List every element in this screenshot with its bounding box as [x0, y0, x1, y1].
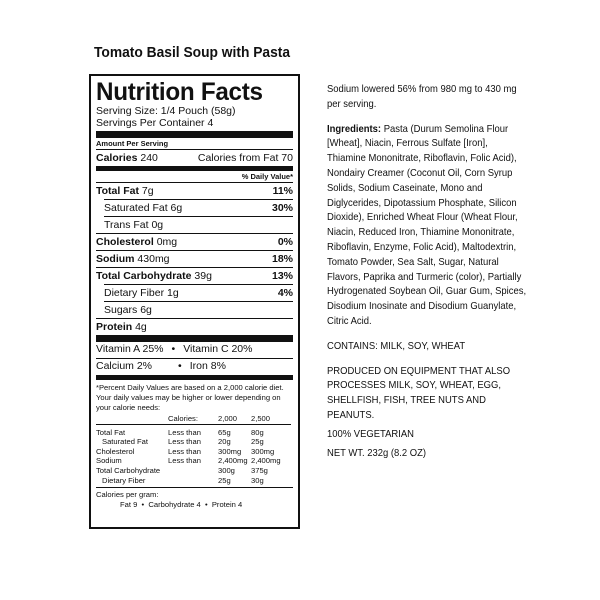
separator-dot: • — [178, 360, 182, 372]
ingredients — [327, 122, 527, 329]
nutrient-amount: 1g — [167, 287, 179, 299]
nutrient-row-cholesterol — [96, 233, 293, 250]
ingredients-text: Pasta (Durum Semolina Flour [Wheat], Niacin, Ferrous Sulfate [Iron], Thiamine Mononitrate, Riboflavin, Folic Acid), Nondairy Creamer (Coconut Oil, Corn Syrup Solids, Sodium Caseinate, Mono and Diglycerides, Dipotassium Phosphate, Silicon Dioxide), Enriched Wheat Flour (Wheat Flour, Niacin, Reduced Iron, Thiamine Mononitrate, Riboflavin, Enzyme, Folic Acid), Maltodextrin, Tomato Powder, Sea Salt, Sugar, Natural Flavors, Paprika and Turmeric (color), Partially Hydrogenated Soybean Oil, Guar Gum, Spices, Disodium Inosinate and Disodium Guanylate, Citric Acid. — [327, 122, 527, 327]
nutrient-row-sugars — [104, 301, 293, 318]
amount-per-serving: Amount Per Serving — [96, 139, 169, 148]
table-row — [96, 456, 291, 466]
allergen-equipment: PRODUCED ON EQUIPMENT THAT ALSO PROCESSES MILK, SOY, WHEAT, EGG, SHELLFISH, FISH, TREE NUTS AND PEANUTS. — [327, 364, 511, 421]
table-cell: 300g — [218, 465, 235, 475]
separator-dot: • — [171, 343, 176, 355]
calories-label: Calories — [96, 152, 138, 164]
net-weight: NET WT. 232g (8.2 OZ) — [327, 446, 427, 459]
nutrient-label: Total Carbohydrate — [96, 270, 192, 282]
nutrition-facts-label — [89, 74, 300, 529]
calories-value: 240 — [140, 152, 158, 164]
nutrient-label: Cholesterol — [96, 236, 154, 248]
table-cell: 25g — [218, 475, 231, 485]
nutrient-amount: 0mg — [156, 236, 178, 248]
table-row — [96, 424, 291, 437]
table-cell — [96, 414, 168, 424]
table-cell: Cholesterol — [96, 446, 135, 456]
nutrient-label: Dietary Fiber — [104, 287, 165, 299]
table-cell: 65g — [218, 427, 231, 437]
vitamin-a: Vitamin A 25% — [96, 343, 164, 355]
table-cell: 2,500 — [251, 414, 271, 423]
nutrient-dv: 11% — [272, 185, 293, 197]
table-cell: 375g — [251, 465, 268, 475]
nutrient-label: Sodium — [96, 253, 135, 265]
table-cell: Saturated Fat — [102, 437, 149, 447]
nutrient-dv: 18% — [271, 253, 293, 265]
nutrient-dv: 0% — [277, 236, 293, 248]
table-cell: Calories: — [168, 414, 198, 423]
calcium: Calcium 2% — [96, 360, 153, 372]
nutrient-amount: 0g — [151, 219, 164, 231]
nutrient-dv: 13% — [271, 270, 293, 282]
table-cell: Total Fat — [96, 427, 126, 437]
nutrient-row-total-carbohydrate — [96, 267, 293, 284]
table-cell: 20g — [218, 437, 231, 447]
product-info — [327, 82, 527, 470]
vegetarian-note: 100% VEGETARIAN — [327, 427, 415, 440]
nutrient-row-sodium — [96, 250, 293, 267]
nutrient-amount: 430mg — [137, 253, 170, 265]
nutrition-facts-heading: Nutrition Facts — [96, 78, 263, 106]
divider-thick — [96, 335, 293, 342]
nutrient-dv: 4% — [277, 287, 293, 299]
calories-per-gram-label: Calories per gram: — [96, 490, 159, 500]
nutrient-row-saturated-fat — [104, 199, 293, 216]
table-cell: Sodium — [96, 456, 122, 466]
divider-thick — [96, 131, 293, 138]
nutrient-label: Total Fat — [96, 185, 139, 197]
nutrient-amount: 7g — [141, 185, 154, 197]
table-cell: Less than — [168, 456, 201, 466]
nutrient-label: Sugars — [104, 304, 138, 316]
nutrient-row-protein — [96, 318, 293, 335]
nutrient-amount: 6g — [170, 202, 183, 214]
table-cell: Less than — [168, 427, 201, 437]
calories-row — [96, 149, 293, 166]
table-cell: Total Carbohydrate — [96, 465, 161, 475]
serving-size: Serving Size: 1/4 Pouch (58g) — [96, 105, 236, 117]
nutrient-row-dietary-fiber — [104, 284, 293, 301]
table-cell: 2,000 — [218, 414, 238, 423]
vitamin-row-1 — [96, 342, 293, 358]
daily-value-footnote: *Percent Daily Values are based on a 2,000 calorie diet. Your daily values may be higher or lower depending on your calorie needs: — [96, 383, 284, 412]
table-row — [96, 476, 291, 486]
vitamin-row-2 — [96, 358, 293, 375]
nutrient-label: Trans Fat — [104, 219, 149, 231]
table-cell: Dietary Fiber — [102, 475, 146, 485]
nutrient-label: Protein — [96, 321, 133, 333]
calories-per-gram — [96, 487, 293, 510]
nutrient-dv: 30% — [271, 202, 293, 214]
nutrient-row-total-fat — [96, 182, 293, 199]
table-row — [96, 466, 291, 476]
sodium-note: Sodium lowered 56% from 980 mg to 430 mg per serving. — [327, 83, 517, 110]
table-cell: 300mg — [218, 446, 242, 456]
calories-per-gram-values: Fat 9 • Carbohydrate 4 • Protein 4 — [120, 500, 243, 510]
iron: Iron 8% — [189, 360, 226, 372]
table-cell: Less than — [168, 437, 201, 447]
daily-value-table — [96, 414, 291, 485]
table-cell: Less than — [168, 446, 201, 456]
allergen-contains: CONTAINS: MILK, SOY, WHEAT — [327, 339, 466, 352]
daily-value-header: % Daily Value* — [241, 172, 293, 181]
vitamin-c: Vitamin C 20% — [183, 343, 253, 355]
table-cell — [168, 466, 218, 476]
table-cell: 80g — [251, 427, 264, 437]
table-row — [96, 447, 291, 457]
nutrient-label: Saturated Fat — [104, 202, 168, 214]
ingredients-label: Ingredients: — [327, 122, 382, 135]
servings-per-container: Servings Per Container 4 — [96, 116, 214, 129]
nutrient-amount: 4g — [135, 321, 147, 333]
table-cell: 300mg — [251, 446, 275, 456]
table-cell: 30g — [251, 475, 264, 485]
table-cell — [168, 476, 218, 486]
table-cell: 2,400mg — [251, 456, 281, 466]
nutrient-amount: 6g — [140, 304, 152, 316]
divider-medium — [96, 375, 293, 380]
table-cell: 2,400mg — [218, 456, 248, 466]
table-cell: 25g — [251, 437, 264, 447]
nutrient-row-trans-fat — [104, 216, 293, 233]
nutrient-amount: 39g — [194, 270, 212, 282]
table-row — [96, 437, 291, 447]
calories-from-fat: Calories from Fat 70 — [197, 152, 293, 164]
product-title: Tomato Basil Soup with Pasta — [94, 44, 291, 61]
table-header-row — [96, 414, 291, 424]
